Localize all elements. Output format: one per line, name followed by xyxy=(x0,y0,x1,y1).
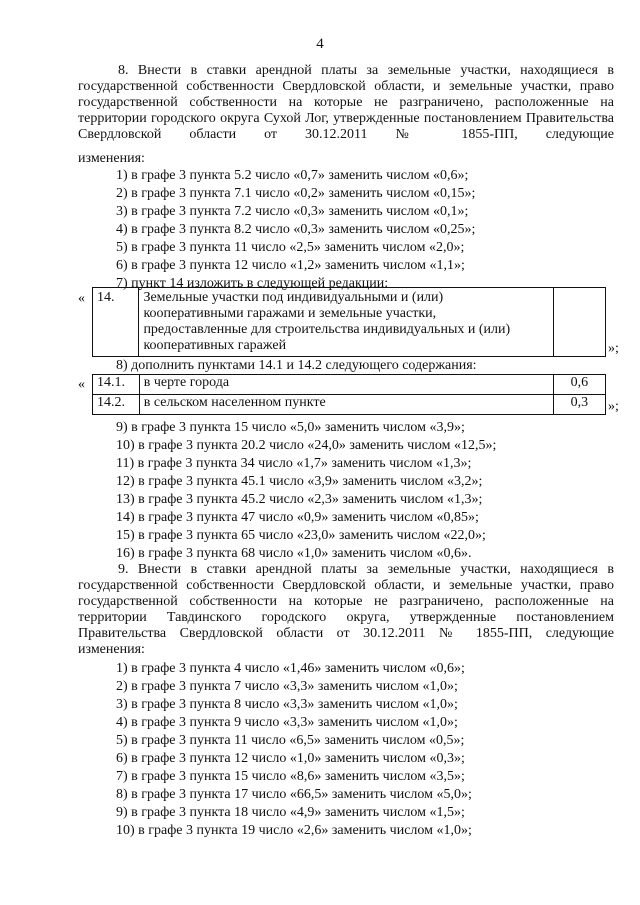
section-9-paragraph-end: изменения: xyxy=(78,642,145,657)
open-quote: « xyxy=(78,377,85,392)
table-cell-text: в сельском населенном пункте xyxy=(139,395,553,415)
table-cell-number: 14. xyxy=(93,288,139,357)
list-item: 4) в графе 3 пункта 9 число «3,3» заменить числом «1,0»; xyxy=(116,715,458,730)
list-item: 2) в графе 3 пункта 7.1 число «0,2» заменить числом «0,15»; xyxy=(116,186,476,201)
table-text-line: Земельные участки под индивидуальными и (или) xyxy=(143,290,444,305)
close-quote: »; xyxy=(608,341,619,356)
section-8-paragraph-end: изменения: xyxy=(78,151,145,166)
table-cell-number: 14.2. xyxy=(93,395,140,415)
list-item: 7) в графе 3 пункта 15 число «8,6» заменить числом «3,5»; xyxy=(116,769,465,784)
table-cell-value: 0,6 xyxy=(553,375,605,395)
section-9-paragraph: 9. Внести в ставки арендной платы за земельные участки, находящиеся в государственной собственности Свердловской области, и земельные участки, право государственной собственности на которые не разграничено, расположенные на территории Тавдинского городского округа, утвержденные постановлением Правительства Свердловской области от 30.12.2011 № 1855-ПП, следующие xyxy=(78,562,614,641)
list-item: 2) в графе 3 пункта 7 число «3,3» заменить числом «1,0»; xyxy=(116,679,458,694)
table-text-line: кооперативными гаражами и земельные участки, xyxy=(143,306,437,321)
list-item: 12) в графе 3 пункта 45.1 число «3,9» заменить числом «3,2»; xyxy=(116,474,483,489)
list-item: 10) в графе 3 пункта 20.2 число «24,0» заменить числом «12,5»; xyxy=(116,438,497,453)
page-number: 4 xyxy=(316,36,324,52)
table-cell-number: 14.1. xyxy=(93,375,140,395)
section-8-paragraph: 8. Внести в ставки арендной платы за земельные участки, находящиеся в государственной собственности Свердловской области, и земельные участки, право государственной собственности на которые не разграничено, расположенные на территории городского округа Сухой Лог, утвержденные постановлением Правительства Свердловской области от 30.12.2011 № 1855-ПП, следующие xyxy=(78,63,614,142)
table-14 xyxy=(92,287,606,357)
list-item: 13) в графе 3 пункта 45.2 число «2,3» заменить числом «1,3»; xyxy=(116,492,483,507)
table-cell-value: 0,3 xyxy=(553,395,605,415)
table-text-line: кооперативных гаражей xyxy=(143,338,287,353)
table-14-1 xyxy=(92,374,606,415)
list-item: 9) в графе 3 пункта 18 число «4,9» заменить числом «1,5»; xyxy=(116,805,465,820)
table-row xyxy=(93,375,606,395)
list-item: 7) пункт 14 изложить в следующей редакции: xyxy=(116,276,389,291)
list-item: 5) в графе 3 пункта 11 число «6,5» заменить числом «0,5»; xyxy=(116,733,465,748)
open-quote: « xyxy=(78,291,85,306)
list-item: 4) в графе 3 пункта 8.2 число «0,3» заменить числом «0,25»; xyxy=(116,222,476,237)
table-row xyxy=(93,395,606,415)
list-item: 3) в графе 3 пункта 7.2 число «0,3» заменить числом «0,1»; xyxy=(116,204,469,219)
table-cell-text xyxy=(139,288,554,357)
list-item: 5) в графе 3 пункта 11 число «2,5» заменить числом «2,0»; xyxy=(116,240,465,255)
list-item: 3) в графе 3 пункта 8 число «3,3» заменить числом «1,0»; xyxy=(116,697,458,712)
list-item: 11) в графе 3 пункта 34 число «1,7» заменить числом «1,3»; xyxy=(116,456,472,471)
list-item: 9) в графе 3 пункта 15 число «5,0» заменить числом «3,9»; xyxy=(116,420,465,435)
table-row xyxy=(93,288,606,357)
list-item: 8) дополнить пунктами 14.1 и 14.2 следующего содержания: xyxy=(116,358,477,373)
close-quote: »; xyxy=(608,399,619,414)
table-text-line: предоставленные для строительства индивидуальных и (или) xyxy=(143,322,511,337)
list-item: 15) в графе 3 пункта 65 число «23,0» заменить числом «22,0»; xyxy=(116,528,486,543)
list-item: 14) в графе 3 пункта 47 число «0,9» заменить числом «0,85»; xyxy=(116,510,479,525)
table-cell-value xyxy=(554,288,606,357)
list-item: 1) в графе 3 пункта 5.2 число «0,7» заменить числом «0,6»; xyxy=(116,168,469,183)
list-item: 16) в графе 3 пункта 68 число «1,0» заменить числом «0,6». xyxy=(116,546,472,561)
list-item: 6) в графе 3 пункта 12 число «1,0» заменить числом «0,3»; xyxy=(116,751,465,766)
list-item: 6) в графе 3 пункта 12 число «1,2» заменить числом «1,1»; xyxy=(116,258,465,273)
list-item: 1) в графе 3 пункта 4 число «1,46» заменить числом «0,6»; xyxy=(116,661,465,676)
list-item: 8) в графе 3 пункта 17 число «66,5» заменить числом «5,0»; xyxy=(116,787,472,802)
list-item: 10) в графе 3 пункта 19 число «2,6» заменить числом «1,0»; xyxy=(116,823,472,838)
table-cell-text: в черте города xyxy=(139,375,553,395)
